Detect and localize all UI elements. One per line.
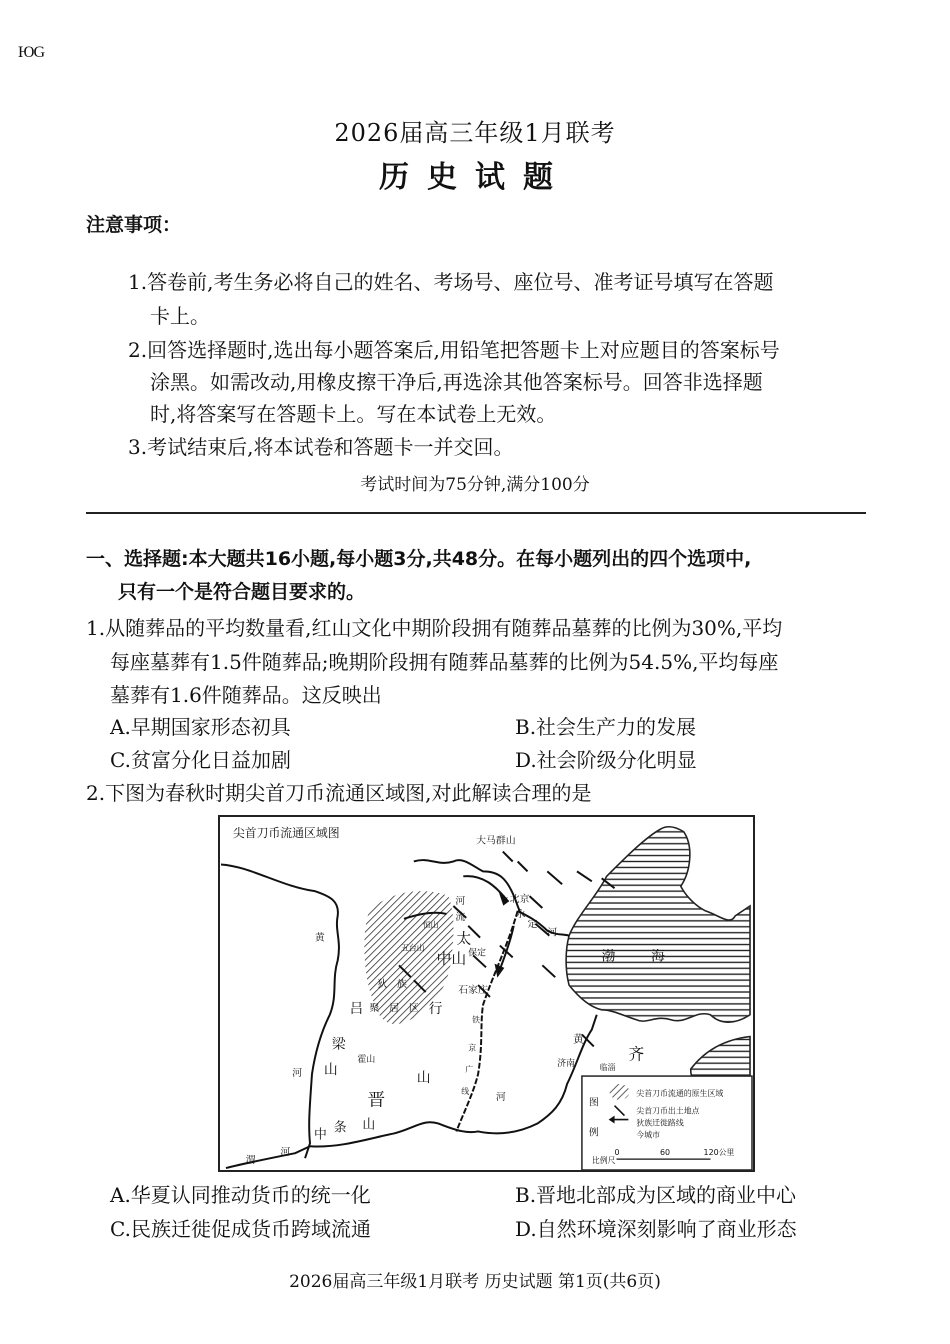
- q1-stem-line-2: 每座墓葬有1.5件随葬品;晚期阶段拥有随葬品墓葬的比例为54.5%,平均每座: [110, 650, 779, 674]
- label-di: 狄: [377, 979, 388, 991]
- map-legend: [582, 1076, 752, 1170]
- legend-label-region: 尖首刀币流通的原生区域: [636, 1088, 724, 1098]
- label-beijing: 北京: [509, 894, 530, 906]
- label-shan-lvliang: 山: [323, 1062, 338, 1079]
- label-shan-taihang: 山: [416, 1069, 431, 1086]
- notice-item-1-line-1: 1.答卷前,考生务必将自己的姓名、考场号、座位号、准考证号填写在答题: [128, 270, 774, 294]
- label-ju: 聚: [369, 1002, 380, 1014]
- label-tiao: 条: [333, 1120, 347, 1136]
- q2-option-c[interactable]: C.民族迁徙促成货币跨域流通: [110, 1217, 371, 1241]
- label-hengshan: 恒山: [422, 920, 439, 930]
- exam-subtitle: 2026届高三年级1月联考: [334, 119, 616, 147]
- label-zhongshan: 中山: [436, 950, 467, 968]
- label-rail-2: 京: [468, 1043, 477, 1053]
- scale-tick-60: 60: [660, 1148, 671, 1158]
- label-tai: 太: [456, 930, 472, 948]
- label-ju2: 居: [389, 1002, 399, 1014]
- label-jin: 晋: [367, 1089, 386, 1111]
- label-jinan: 济南: [557, 1059, 575, 1070]
- q2-stem: 2.下图为春秋时期尖首刀币流通区域图,对此解读合理的是: [86, 781, 592, 805]
- corner-logo: ЮG: [18, 44, 44, 61]
- label-rail-4: 线: [461, 1086, 470, 1096]
- q1-stem-line-1: 1.从随葬品的平均数量看,红山文化中期阶段拥有随葬品墓葬的比例为30%,平均: [86, 616, 783, 640]
- legend-title-2: 例: [588, 1127, 599, 1139]
- notice-item-2-line-1: 2.回答选择题时,选出每小题答案后,用铅笔把答题卡上对应题目的答案标号: [128, 338, 780, 362]
- q2-option-b[interactable]: B.晋地北部成为区域的商业中心: [515, 1183, 797, 1207]
- scale-label: 比例尺: [591, 1156, 616, 1166]
- label-huang-right: 黄: [573, 1032, 584, 1046]
- q1-option-d[interactable]: D.社会阶级分化明显: [515, 748, 697, 772]
- label-qi: 齐: [628, 1044, 645, 1064]
- section-instruction-line-1: 一、选择题:本大题共16小题,每小题3分,共48分。在每小题列出的四个选项中,: [86, 548, 752, 570]
- legend-title-1: 图: [588, 1097, 599, 1109]
- label-baoding: 保定: [468, 948, 486, 959]
- label-zhong: 中: [313, 1127, 327, 1143]
- label-liang: 梁: [331, 1036, 346, 1053]
- notice-item-1-line-2: 卡上。: [150, 304, 210, 328]
- label-shan-zhongtiao: 山: [362, 1117, 376, 1133]
- label-hang: 行: [428, 1000, 443, 1017]
- label-he-right: 河: [495, 1091, 506, 1103]
- map-title: 尖首刀币流通区域图: [232, 825, 340, 840]
- q1-option-c[interactable]: C.贫富分化日益加剧: [110, 748, 291, 772]
- label-ding: 定: [527, 918, 538, 930]
- legend-label-finds: 尖首刀币出土地点: [636, 1106, 700, 1116]
- notice-item-3-line-1: 3.考试结束后,将本试卷和答题卡一并交回。: [128, 435, 514, 459]
- label-huoshan: 霍山: [357, 1055, 376, 1066]
- notice-item-2-line-3: 时,将答案写在答题卡上。写在本试卷上无效。: [150, 402, 557, 426]
- label-shijiazhuang: 石家庄: [458, 985, 488, 997]
- notice-item-2-line-2: 涂黑。如需改动,用橡皮擦干净后,再选涂其他答案标号。回答非选择题: [150, 370, 763, 394]
- legend-label-migration: 狄族迁徙路线: [636, 1118, 684, 1128]
- exam-time-info: 考试时间为75分钟,满分100分: [360, 475, 590, 495]
- q1-stem-line-3: 墓葬有1.6件随葬品。这反映出: [110, 683, 382, 707]
- divider-rule: [86, 512, 866, 514]
- bohai-sea: [566, 827, 750, 1104]
- label-damaqunshan: 大马群山: [476, 835, 516, 847]
- label-he-yongding: 河: [547, 927, 558, 939]
- scale-tick-0: 0: [614, 1148, 620, 1158]
- label-lv: 吕: [349, 1000, 364, 1017]
- label-hutuo-he: 河: [455, 896, 466, 908]
- label-zu: 族: [397, 979, 407, 991]
- q2-option-d[interactable]: D.自然环境深刻影响了商业形态: [515, 1217, 797, 1241]
- label-wei: 渭: [245, 1155, 256, 1167]
- notice-heading: 注意事项：: [86, 214, 182, 236]
- label-rail-3: 广: [465, 1065, 474, 1075]
- page-title: 历史试题: [379, 160, 571, 195]
- label-huang-left: 黄: [314, 932, 325, 944]
- label-bohai-hai: 海: [651, 948, 665, 965]
- page-footer: 2026届高三年级1月联考 历史试题 第1页(共6页): [289, 1272, 661, 1292]
- label-wutaishan: 五台山: [400, 943, 425, 953]
- section-instruction-line-2: 只有一个是符合题目要求的。: [118, 581, 366, 603]
- city-star-icon: ★: [499, 894, 509, 906]
- label-rail-1: 铁: [472, 1015, 481, 1025]
- label-yong: 永: [515, 908, 526, 920]
- q2-option-a[interactable]: A.华夏认同推动货币的统一化: [110, 1183, 371, 1207]
- label-he-left: 河: [292, 1068, 303, 1080]
- hatched-region-icon: [610, 1084, 630, 1100]
- coin-circulation-map: [218, 815, 755, 1172]
- q1-option-a[interactable]: A.早期国家形态初具: [110, 715, 291, 739]
- label-hutuo-liu: 流: [455, 911, 466, 923]
- label-bohai-bo: 渤: [601, 948, 616, 965]
- label-linzi: 临淄: [599, 1063, 616, 1073]
- q1-option-b[interactable]: B.社会生产力的发展: [515, 715, 697, 739]
- legend-label-city: 今城市: [636, 1130, 661, 1140]
- scale-tick-120: 120公里: [703, 1148, 735, 1158]
- label-he-wei: 河: [280, 1147, 291, 1159]
- label-qu: 区: [408, 1002, 419, 1014]
